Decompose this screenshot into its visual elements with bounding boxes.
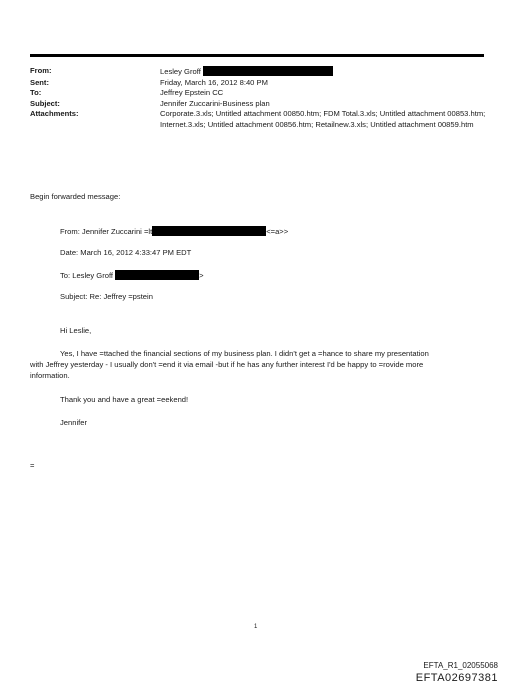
to-label: To: xyxy=(30,88,42,97)
signature: Jennifer xyxy=(60,418,88,427)
subject-row xyxy=(30,99,486,110)
fwd-from-line: From: Jennifer Zuccarini =lt <=a>> xyxy=(60,227,289,236)
fwd-date-line: Date: March 16, 2012 4:33:47 PM EDT xyxy=(60,248,192,257)
subject-value: Jennifer Zuccarini-Business plan xyxy=(160,98,270,108)
to-value: Jeffrey Epstein CC xyxy=(160,88,224,97)
redaction-box xyxy=(115,270,199,280)
fwd-subject-line: Subject: Re: Jeffrey =pstein xyxy=(60,292,153,301)
sent-label: Sent: xyxy=(30,77,49,87)
redaction-box xyxy=(203,66,333,76)
forwarded-notice: Begin forwarded message: xyxy=(30,192,121,201)
body-line-3: information. xyxy=(30,371,70,380)
stray-mark: = xyxy=(30,461,35,470)
thanks-line: Thank you and have a great =eekend! xyxy=(60,395,189,404)
from-row xyxy=(30,66,486,78)
body-line-1: Yes, I have =ttached the financial sections of my business plan. I didn't get a =hance to share my presentation xyxy=(60,349,429,358)
fwd-to-line: To: Lesley Groff > xyxy=(60,271,204,280)
from-value: Lesley Groff xyxy=(160,66,486,78)
subject-label: Subject: xyxy=(30,98,60,108)
email-header xyxy=(30,66,486,130)
to-row xyxy=(30,88,486,99)
bates-stamp-1: EFTA_R1_02055068 xyxy=(423,661,498,670)
from-label: From: xyxy=(30,66,52,75)
sent-row xyxy=(30,78,486,89)
bates-stamp-2: EFTA02697381 xyxy=(415,672,498,684)
sent-value: Friday, March 16, 2012 8:40 PM xyxy=(160,77,268,87)
page-number: 1 xyxy=(254,624,258,630)
attachments-row xyxy=(30,109,486,130)
header-rule xyxy=(30,54,484,57)
greeting: Hi Leslie, xyxy=(60,326,92,335)
attachments-label: Attachments: xyxy=(30,109,79,118)
body-line-2: with Jeffrey yesterday - I usually don't =end it via email -but if he has any further interest I'd be happy to =rovide more xyxy=(30,360,424,369)
attachments-value: Corporate.3.xls; Untitled attachment 00850.htm; FDM Total.3.xls; Untitled attachment 00853.htm; Internet.3.xls; Untitled attachment 00856.htm; Retailnew.3.xls; Untitled attachment 00859.htm xyxy=(160,109,486,129)
redaction-box xyxy=(152,226,266,236)
